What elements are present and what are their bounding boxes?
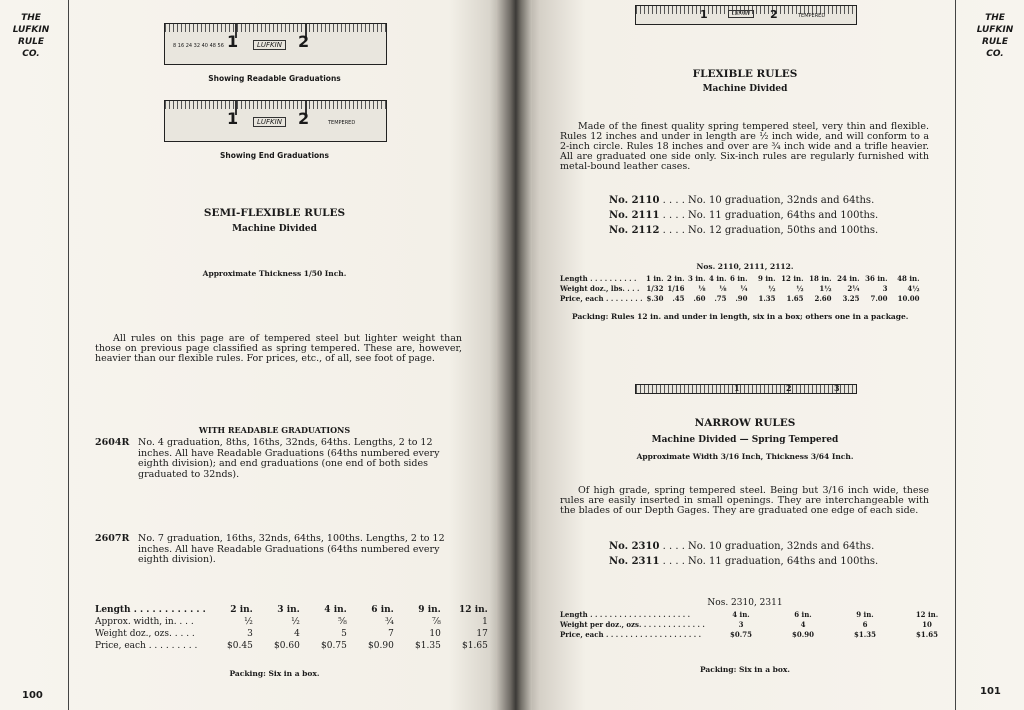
thickness-note: Approximate Thickness 1/50 Inch. xyxy=(202,269,347,278)
packing-note: Packing: Six in a box. xyxy=(229,669,320,678)
page-subtitle: Machine Divided xyxy=(702,84,788,94)
table-cell: 5 xyxy=(341,629,347,639)
row-label: Length . . . . . . . . . . xyxy=(560,274,637,283)
catalog-entry xyxy=(95,534,463,576)
section-title: NARROW RULES xyxy=(694,417,796,429)
table-cell: 4 xyxy=(294,629,300,639)
page-number: 101 xyxy=(980,686,1001,697)
table-cell: 2¼ xyxy=(847,284,860,293)
table-cell: 36 in. xyxy=(865,274,888,283)
table-cell: 6 in. xyxy=(794,610,812,619)
ruler-logo: LUFKIN xyxy=(253,40,286,50)
model-line xyxy=(609,208,919,223)
table-cell: 2 in. xyxy=(230,605,253,615)
model-line xyxy=(609,223,919,238)
right-margin-rule xyxy=(955,0,956,710)
table-cell: 4 in. xyxy=(709,274,727,283)
table-cell: 17 xyxy=(476,629,488,639)
table-row xyxy=(560,284,920,294)
table-cell: .90 xyxy=(735,294,748,303)
table-cell: $1.65 xyxy=(916,630,938,639)
ruler-readable-graduations xyxy=(164,23,387,65)
ruler-tempered-mark: TEMPERED xyxy=(798,13,826,19)
book-gutter xyxy=(496,0,532,710)
model-number: No. 2110 xyxy=(609,195,660,206)
table-cell: 1/32 xyxy=(646,284,664,293)
table-cell: 4 in. xyxy=(732,610,750,619)
brand-line: CO. xyxy=(22,49,40,59)
table-cell: ¾ xyxy=(385,617,394,627)
table-cell: ½ xyxy=(244,617,253,627)
table-cell: $0.75 xyxy=(321,641,347,651)
row-label: Price, each . . . . . . . . xyxy=(560,294,643,303)
entry-code: 2604R xyxy=(95,437,130,448)
model-number: No. 2311 xyxy=(609,556,660,567)
table-cell: 12 in. xyxy=(781,274,804,283)
ruler-number: 2 xyxy=(298,109,310,128)
ruler-logo: LUFKIN xyxy=(728,10,754,18)
table-cell: 48 in. xyxy=(897,274,920,283)
row-label: Weight per doz., ozs. . . . . . . . . . . . . . xyxy=(560,620,705,629)
brand-line: LUFKIN xyxy=(976,25,1014,35)
spec-table xyxy=(560,610,958,640)
table-cell: 7.00 xyxy=(870,294,888,303)
model-list xyxy=(609,539,919,569)
table-cell: 4 xyxy=(800,620,806,629)
brand-line: LUFKIN xyxy=(12,25,50,35)
brand-line: RULE xyxy=(17,37,45,47)
table-cell: 12 in. xyxy=(459,605,488,615)
entry-text: No. 7 graduation, 16ths, 32nds, 64ths, 100ths. Lengths, 2 to 12 inches. All have Readable Graduations (64ths numbered every eighth division). xyxy=(138,533,445,565)
model-list xyxy=(609,193,919,238)
ruler-flexible xyxy=(635,5,857,25)
table-cell: .75 xyxy=(714,294,727,303)
table-title: Nos. 2110, 2111, 2112. xyxy=(696,262,794,271)
table-cell: ½ xyxy=(768,284,776,293)
table-cell: 3.25 xyxy=(842,294,860,303)
table-row xyxy=(560,294,920,304)
table-row xyxy=(560,610,958,620)
table-cell: $0.45 xyxy=(227,641,253,651)
spec-table xyxy=(560,274,920,304)
brand-line: RULE xyxy=(981,37,1009,47)
table-cell: 6 in. xyxy=(730,274,748,283)
table-cell: 1.35 xyxy=(758,294,776,303)
left-margin-rule xyxy=(68,0,69,710)
brand-mark-right xyxy=(970,12,1020,60)
table-cell: $1.35 xyxy=(854,630,876,639)
table-cell: .60 xyxy=(693,294,706,303)
table-cell: $.30 xyxy=(646,294,664,303)
brand-mark-left xyxy=(6,12,56,60)
table-cell: ⅛ xyxy=(698,284,706,293)
table-row xyxy=(560,274,920,284)
ruler-number: 2 xyxy=(786,383,792,393)
table-cell: ½ xyxy=(291,617,300,627)
row-label: Price, each . . . . . . . . . xyxy=(95,641,198,651)
row-label: Weight doz., lbs. . . . xyxy=(560,284,640,293)
model-line xyxy=(609,539,919,554)
table-cell: 6 in. xyxy=(371,605,394,615)
table-cell: 10.00 xyxy=(897,294,920,303)
packing-note: Packing: Six in a box. xyxy=(699,665,791,674)
model-desc: . . . . No. 11 graduation, 64ths and 100ths. xyxy=(662,556,879,567)
entry-text: No. 4 graduation, 8ths, 16ths, 32nds, 64ths. Lengths, 2 to 12 inches. All have Readable Graduations (64ths numbered every eighth division); and end graduations (one end of both sides graduated to 32nds). xyxy=(138,437,440,480)
table-row xyxy=(95,604,488,616)
table-cell: 9 in. xyxy=(856,610,874,619)
row-label: Price, each . . . . . . . . . . . . . . . . . . . . xyxy=(560,630,702,639)
table-cell: $0.60 xyxy=(274,641,300,651)
ruler2-caption: Showing End Graduations xyxy=(220,151,329,160)
table-cell: 1/16 xyxy=(667,284,685,293)
table-cell: .45 xyxy=(672,294,685,303)
catalog-entry xyxy=(95,438,463,488)
entry-code: 2607R xyxy=(95,533,130,544)
table-cell: 10 xyxy=(429,629,441,639)
brand-line: CO. xyxy=(986,49,1004,59)
table-cell: 18 in. xyxy=(809,274,832,283)
table-cell: ⅞ xyxy=(432,617,441,627)
table-cell: 3 xyxy=(882,284,888,293)
ruler-tempered-mark: TEMPERED xyxy=(328,120,356,126)
model-number: No. 2112 xyxy=(609,225,660,236)
table-cell: 3 xyxy=(738,620,744,629)
brand-line: THE xyxy=(985,13,1005,23)
table-cell: $1.65 xyxy=(462,641,488,651)
table-cell: 6 xyxy=(862,620,868,629)
table-cell: 1 xyxy=(482,617,488,627)
table-row xyxy=(560,630,958,640)
model-desc: . . . . No. 10 graduation, 32nds and 64ths. xyxy=(662,195,875,206)
table-cell: 2.60 xyxy=(814,294,832,303)
model-line xyxy=(609,193,919,208)
page-title: SEMI-FLEXIBLE RULES xyxy=(203,207,346,219)
right-page xyxy=(514,0,1024,710)
spec-table xyxy=(95,604,488,652)
table-cell: 9 in. xyxy=(418,605,441,615)
ruler-number: 2 xyxy=(770,8,778,21)
ruler-end-graduations xyxy=(164,100,387,142)
ruler1-caption: Showing Readable Graduations xyxy=(208,74,341,83)
intro-paragraph-narrow: Of high grade, spring tempered steel. Being but 3/16 inch wide, these rules are easily inserted in small openings. They are interchangeable with the blades of our Depth Gages. They are graduated one edge of each side. xyxy=(560,485,929,516)
model-desc: . . . . No. 10 graduation, 32nds and 64ths. xyxy=(662,541,875,552)
page-title: FLEXIBLE RULES xyxy=(692,68,798,80)
intro-paragraph: All rules on this page are of tempered steel but lighter weight than those on previous page classified as spring tempered. These are, however, heavier than our flexible rules. For prices, etc., of all, see foot of page. xyxy=(95,333,462,364)
table-cell: 9 in. xyxy=(758,274,776,283)
table-cell: $0.90 xyxy=(368,641,394,651)
table-row xyxy=(95,628,488,640)
table-cell: ½ xyxy=(796,284,804,293)
table-cell: 3 xyxy=(247,629,253,639)
table-title: Nos. 2310, 2311 xyxy=(707,598,783,608)
table-cell: 2 in. xyxy=(667,274,685,283)
table-cell: 10 xyxy=(922,620,932,629)
ruler-number: 1 xyxy=(227,32,239,51)
table-row xyxy=(95,616,488,628)
ruler-number: 2 xyxy=(298,32,310,51)
ruler-scale-text: 8 16 24 32 40 48 56 xyxy=(173,43,224,49)
ruler-number: 1 xyxy=(734,383,740,393)
model-number: No. 2111 xyxy=(609,210,660,221)
row-label: Approx. width, in. . . . xyxy=(95,617,194,627)
model-desc: . . . . No. 12 graduation, 50ths and 100ths. xyxy=(662,225,879,236)
table-cell: 1½ xyxy=(819,284,832,293)
table-row xyxy=(95,640,488,652)
ruler-number: 1 xyxy=(700,8,708,21)
table-cell: 7 xyxy=(388,629,394,639)
ruler-number: 1 xyxy=(227,109,239,128)
table-row xyxy=(560,620,958,630)
ruler-number: 3 xyxy=(834,383,840,393)
ruler-logo: LUFKIN xyxy=(253,117,286,127)
table-cell: 1.65 xyxy=(786,294,804,303)
table-cell: 3 in. xyxy=(277,605,300,615)
row-label: Length . . . . . . . . . . . . xyxy=(95,605,206,615)
table-cell: 4 in. xyxy=(324,605,347,615)
model-number: No. 2310 xyxy=(609,541,660,552)
section-subtitle: Machine Divided — Spring Tempered xyxy=(651,435,839,445)
model-desc: . . . . No. 11 graduation, 64ths and 100ths. xyxy=(662,210,879,221)
width-note: Approximate Width 3/16 Inch, Thickness 3/64 Inch. xyxy=(636,452,854,461)
table-cell: $0.75 xyxy=(730,630,752,639)
table-cell: 4½ xyxy=(907,284,920,293)
table-cell: $1.35 xyxy=(415,641,441,651)
table-cell: ⅛ xyxy=(719,284,727,293)
table-cell: 3 in. xyxy=(688,274,706,283)
row-label: Weight doz., ozs. . . . . xyxy=(95,629,195,639)
row-label: Length . . . . . . . . . . . . . . . . . . . . . xyxy=(560,610,691,619)
intro-paragraph: Made of the finest quality spring tempered steel, very thin and flexible. Rules 12 inches and under in length are ½ inch wide, and will conform to a 2-inch circle. Rules 18 inches and over are ¾ inch wide and a trifle heavier. All are graduated one side only. Six-inch rules are regularly furnished with metal-bound leather cases. xyxy=(560,121,929,172)
brand-line: THE xyxy=(21,13,41,23)
page-number: 100 xyxy=(22,690,43,701)
model-line xyxy=(609,554,919,569)
table-cell: ¼ xyxy=(740,284,748,293)
packing-note: Packing: Rules 12 in. and under in length, six in a box; others one in a package. xyxy=(572,312,909,321)
left-page xyxy=(0,0,510,710)
ruler-narrow xyxy=(635,384,857,394)
table-cell: 24 in. xyxy=(837,274,860,283)
table-cell: $0.90 xyxy=(792,630,814,639)
table-cell: ⅝ xyxy=(338,617,347,627)
table-cell: 12 in. xyxy=(915,610,939,619)
page-subtitle: Machine Divided xyxy=(232,224,317,234)
table-cell: 1 in. xyxy=(646,274,664,283)
section-heading: WITH READABLE GRADUATIONS xyxy=(198,425,351,435)
